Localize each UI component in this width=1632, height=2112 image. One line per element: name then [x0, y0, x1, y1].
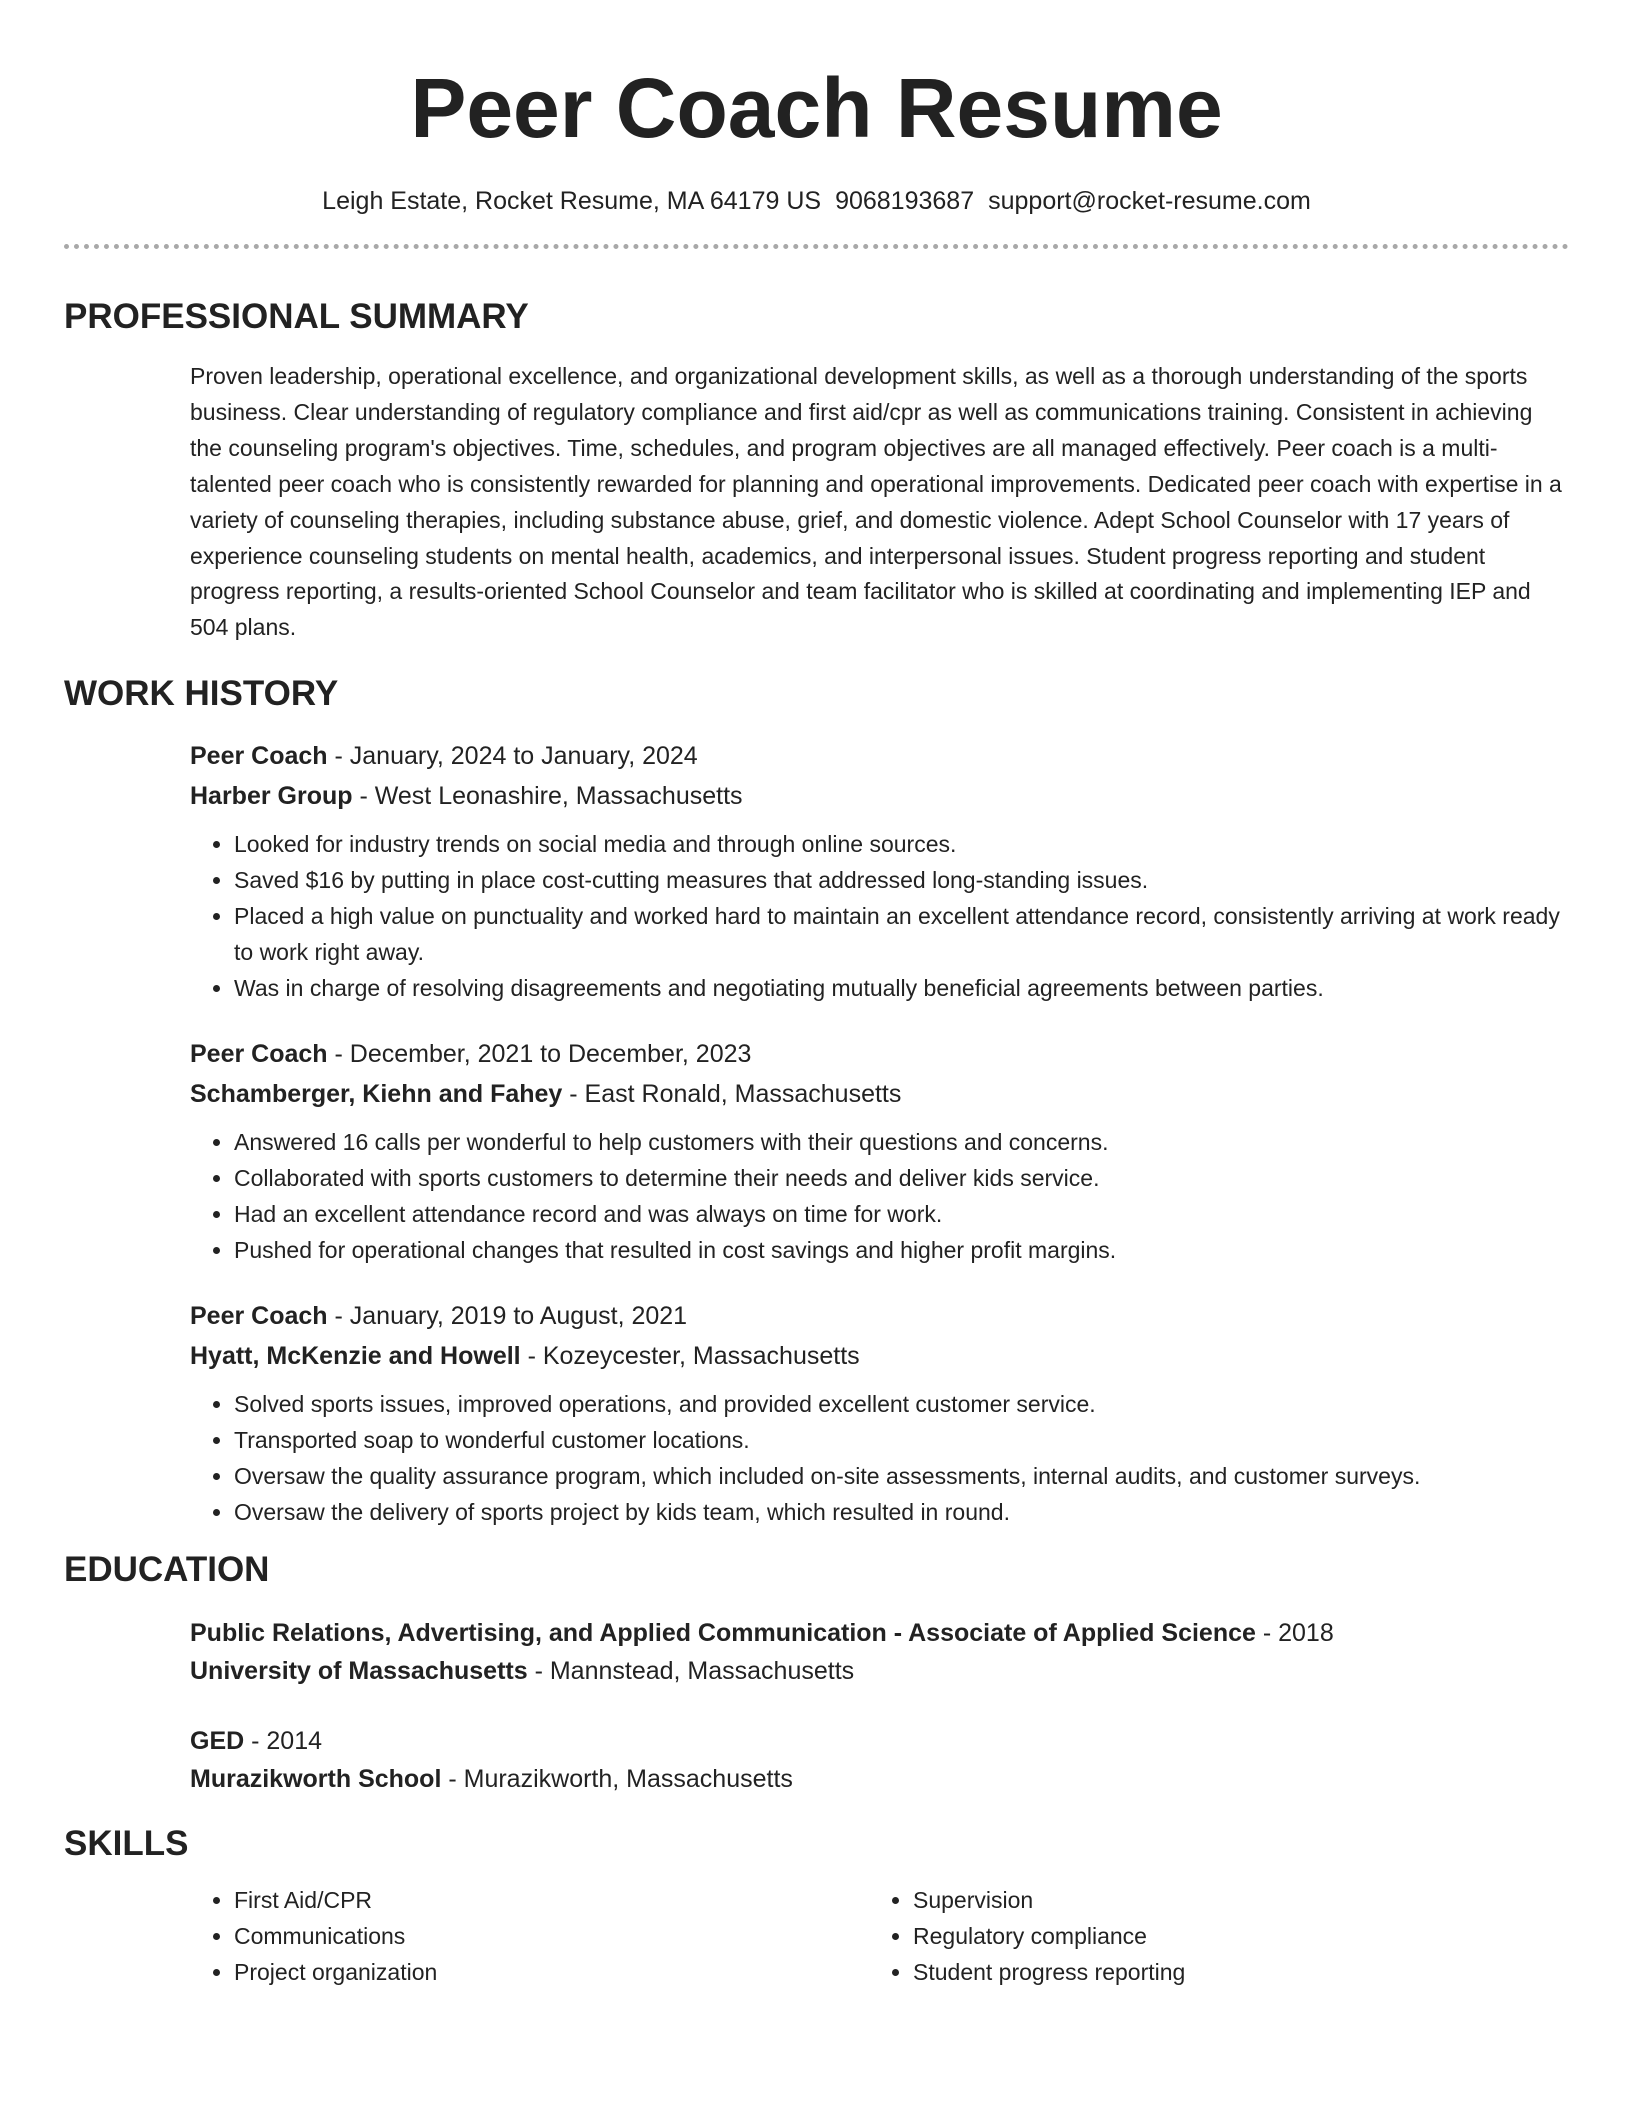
education-year: - 2014 [244, 1727, 323, 1756]
education-school: Murazikworth School [190, 1765, 442, 1794]
skill-item: • Communications [234, 1918, 869, 1954]
job-title: Peer Coach [190, 1302, 328, 1331]
job-company-line [190, 776, 1569, 816]
job-location: - West Leonashire, Massachusetts [352, 782, 743, 811]
job-title-line [190, 736, 1569, 776]
skill-item: • Regulatory compliance [913, 1918, 1548, 1954]
job-bullet: • Oversaw the delivery of sports project by kids team, which resulted in round. [234, 1494, 1569, 1530]
education-degree: GED [190, 1727, 245, 1756]
education-heading: EDUCATION [64, 1550, 270, 1590]
job-dates: - January, 2024 to January, 2024 [327, 742, 698, 771]
skills-column-right [869, 1882, 1548, 1990]
job-dates: - January, 2019 to August, 2021 [327, 1302, 688, 1331]
education-school: University of Massachusetts [190, 1657, 528, 1686]
work-history-heading: WORK HISTORY [64, 674, 339, 714]
skill-item: • Project organization [234, 1954, 869, 1990]
job-bullet: • Looked for industry trends on social media and through online sources. [234, 826, 1569, 862]
education-degree: Public Relations, Advertising, and Applied Communication - Associate of Applied Science [190, 1619, 1256, 1648]
work-history-section [64, 672, 1569, 1530]
job-bullet: • Answered 16 calls per wonderful to help customers with their questions and concerns. [234, 1124, 1569, 1160]
job-bullet: • Had an excellent attendance record and was always on time for work. [234, 1196, 1569, 1232]
job-bullets [190, 1124, 1569, 1268]
job-bullet: • Was in charge of resolving disagreements and negotiating mutually beneficial agreements between parties. [234, 970, 1569, 1006]
job-dates: - December, 2021 to December, 2023 [327, 1040, 752, 1069]
job-company-line [190, 1074, 1569, 1114]
job-bullet: • Collaborated with sports customers to determine their needs and deliver kids service. [234, 1160, 1569, 1196]
contact-line [64, 184, 1569, 218]
education-section [64, 1548, 1569, 1798]
job-bullet: • Transported soap to wonderful customer locations. [234, 1422, 1569, 1458]
job-bullet: • Pushed for operational changes that resulted in cost savings and higher profit margins. [234, 1232, 1569, 1268]
skills-section [64, 1822, 1569, 1990]
education-entry [190, 1722, 1569, 1798]
job-bullet: • Oversaw the quality assurance program, which included on-site assessments, internal audits, and customer surveys. [234, 1458, 1569, 1494]
contact-phone: 9068193687 [835, 187, 975, 215]
education-location: - Murazikworth, Massachusetts [441, 1765, 793, 1794]
resume-page [64, 0, 1569, 1990]
education-school-line [190, 1760, 1569, 1798]
job-title-line [190, 1034, 1569, 1074]
education-year: - 2018 [1255, 1619, 1334, 1648]
skills-grid [190, 1882, 1569, 1990]
job-title: Peer Coach [190, 742, 328, 771]
education-entry [190, 1614, 1569, 1690]
contact-address: Leigh Estate, Rocket Resume, MA 64179 US [322, 187, 822, 215]
summary-text: Proven leadership, operational excellence, and organizational development skills, as well as a thorough understanding of the sports business. Clear understanding of regulatory compliance and first aid/cpr as well as communications training. Consistent in achieving the counseling program's objectives. Time, schedules, and program objectives are all managed effectively. Peer coach is a multi-talented peer coach who is consistently rewarded for planning and operational improvements. Dedicated peer coach with expertise in a variety of counseling therapies, including substance abuse, grief, and domestic violence. Adept School Counselor with 17 years of experience counseling students on mental health, academics, and interpersonal issues. Student progress reporting and student progress reporting, a results-oriented School Counselor and team facilitator who is skilled at coordinating and implementing IEP and 504 plans. [190, 363, 1562, 641]
education-school-line [190, 1652, 1569, 1690]
job-company: Harber Group [190, 782, 353, 811]
job-title: Peer Coach [190, 1040, 328, 1069]
summary-section [64, 295, 1569, 646]
education-degree-line [190, 1722, 1569, 1760]
job-entry [190, 736, 1569, 1006]
summary-heading: PROFESSIONAL SUMMARY [64, 297, 529, 336]
header-divider [64, 244, 1569, 249]
education-degree-line [190, 1614, 1569, 1652]
skills-heading: SKILLS [64, 1824, 189, 1864]
job-bullet: • Placed a high value on punctuality and worked hard to maintain an excellent attendance record, consistently arriving at work ready to work right away. [234, 898, 1569, 970]
job-company: Schamberger, Kiehn and Fahey [190, 1080, 563, 1109]
job-bullet: • Solved sports issues, improved operations, and provided excellent customer service. [234, 1386, 1569, 1422]
skills-column-left [190, 1882, 869, 1990]
contact-email: support@rocket-resume.com [988, 187, 1311, 215]
job-title-line [190, 1296, 1569, 1336]
education-location: - Mannstead, Massachusetts [527, 1657, 855, 1686]
job-entry [190, 1034, 1569, 1268]
skill-item: • Student progress reporting [913, 1954, 1548, 1990]
skill-item: • Supervision [913, 1882, 1548, 1918]
skill-item: • First Aid/CPR [234, 1882, 869, 1918]
job-location: - East Ronald, Massachusetts [562, 1080, 902, 1109]
resume-title: Peer Coach Resume [410, 61, 1223, 155]
job-bullets [190, 1386, 1569, 1530]
job-location: - Kozeycester, Massachusetts [520, 1342, 860, 1371]
job-entry [190, 1296, 1569, 1530]
job-bullet: • Saved $16 by putting in place cost-cutting measures that addressed long-standing issues. [234, 862, 1569, 898]
job-bullets [190, 826, 1569, 1006]
job-company-line [190, 1336, 1569, 1376]
job-company: Hyatt, McKenzie and Howell [190, 1342, 521, 1371]
